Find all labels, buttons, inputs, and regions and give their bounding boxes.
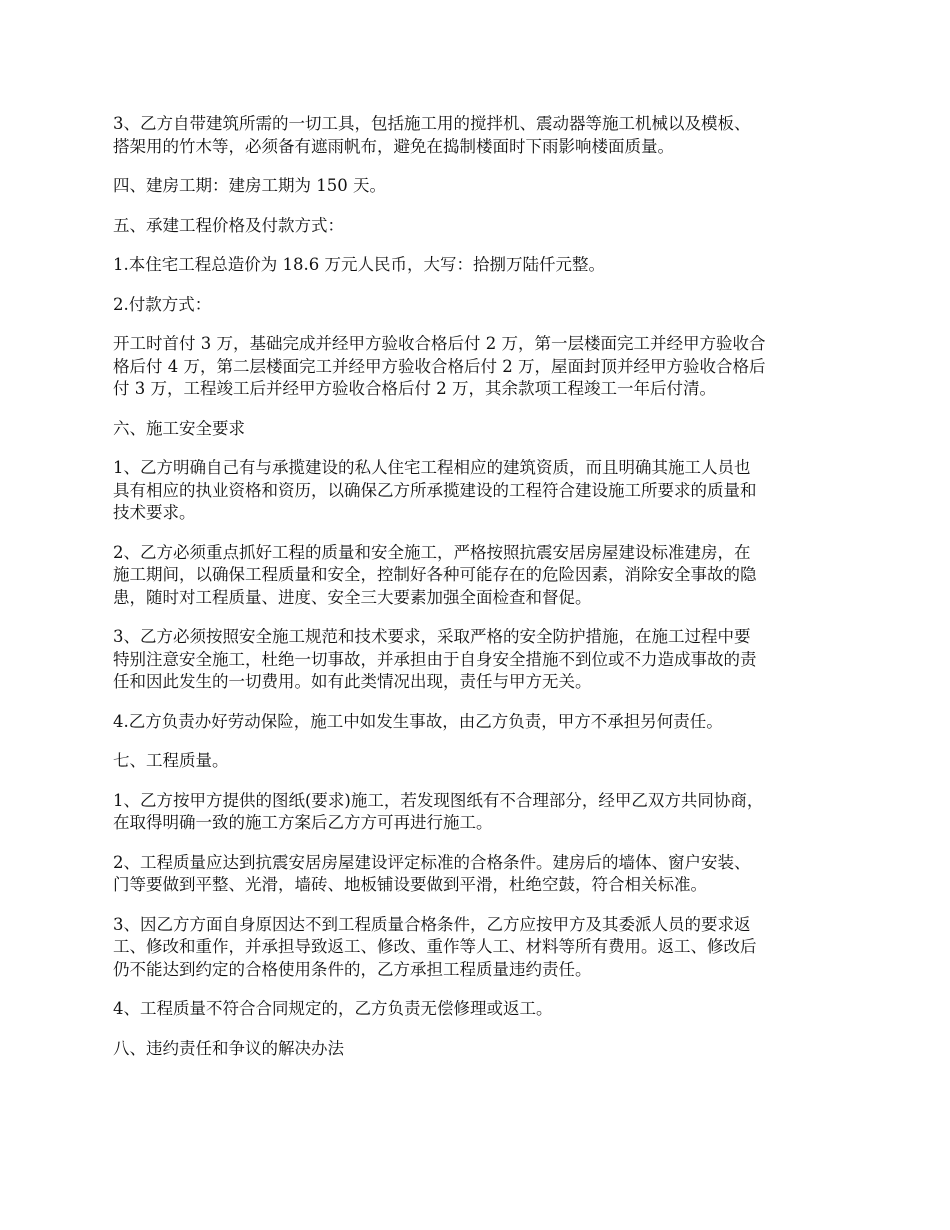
paragraph-section-4-construction-period: 四、建房工期：建房工期为 150 天。 <box>113 176 386 195</box>
paragraph-quality-1: 1、乙方按甲方提供的图纸(要求)施工，若发现图纸有不合理部分，经甲乙双方共同协商， 在取得明确一致的施工方案后乙方方可再进行施工。 <box>113 790 764 832</box>
paragraph-quality-3: 3、因乙方方面自身原因达不到工程质量合格条件，乙方应按甲方及其委派人员的要求返 工、修改和重作，并承担导致返工、修改、重作等人工、材料等所有费用。返工、修改后 仍不能达到约定的合格使用条件的，乙方承担工程质量违约责任。 <box>113 914 757 979</box>
document-page <box>113 113 841 1077</box>
paragraph-tools: 3、乙方自带建筑所需的一切工具，包括施工用的搅拌机、震动器等施工机械以及模板、 搭架用的竹木等，必须备有遮雨帆布，避免在捣制楼面时下雨影响楼面质量。 <box>113 114 751 156</box>
paragraph-quality-4: 4、工程质量不符合合同规定的，乙方负责无偿修理或返工。 <box>113 999 553 1018</box>
paragraph-safety-3: 3、乙方必须按照安全施工规范和技术要求，采取严格的安全防护措施，在施工过程中要 特别注意安全施工，杜绝一切事故，并承担由于自身安全措施不到位或不力造成事故的责 任和因此发生的一切费用。如有此类情况出现，责任与甲方无关。 <box>113 627 757 691</box>
paragraph-total-price: 1.本住宅工程总造价为 18.6 万元人民币，大写：拾捌万陆仟元整。 <box>113 255 605 274</box>
paragraph-safety-2: 2、乙方必须重点抓好工程的质量和安全施工，严格按照抗震安居房屋建设标准建房，在 施工期间，以确保工程质量和安全，控制好各种可能存在的危险因素，消除安全事故的隐 患，随时对工程质量、进度、安全三大要素加强全面检查和督促。 <box>113 542 757 607</box>
paragraph-payment-method-heading: 2.付款方式： <box>113 294 212 314</box>
paragraph-safety-4: 4.乙方负责办好劳动保险，施工中如发生事故，由乙方负责，甲方不承担另何责任。 <box>113 711 723 731</box>
paragraph-section-5-heading: 五、承建工程价格及付款方式： <box>113 215 344 235</box>
paragraph-safety-1: 1、乙方明确自己有与承揽建设的私人住宅工程相应的建筑资质，而且明确其施工人员也 具有相应的执业资格和资历，以确保乙方所承揽建设的工程符合建设施工所要求的质量和 技术要求。 <box>113 458 757 522</box>
paragraph-quality-2: 2、工程质量应达到抗震安居房屋建设评定标准的合格条件。建房后的墙体、窗户安装、 门等要做到平整、光滑，墙砖、地板铺设要做到平滑，杜绝空鼓，符合相关标准。 <box>113 852 751 894</box>
paragraph-section-7-heading: 七、工程质量。 <box>113 751 229 770</box>
paragraph-payment-schedule: 开工时首付 3 万，基础完成并经甲方验收合格后付 2 万，第一层楼面完工并经甲方验收合 格后付 4 万，第二层楼面完工并经甲方验收合格后付 2 万，屋面封顶并经甲方验收合格后 付 3 万，工程竣工后并经甲方验收合格后付 2 万，其余款项工程竣工一年后付清。 <box>113 334 766 398</box>
paragraph-section-8-heading: 八、违约责任和争议的解决办法 <box>113 1038 344 1058</box>
paragraph-section-6-heading: 六、施工安全要求 <box>113 418 245 438</box>
